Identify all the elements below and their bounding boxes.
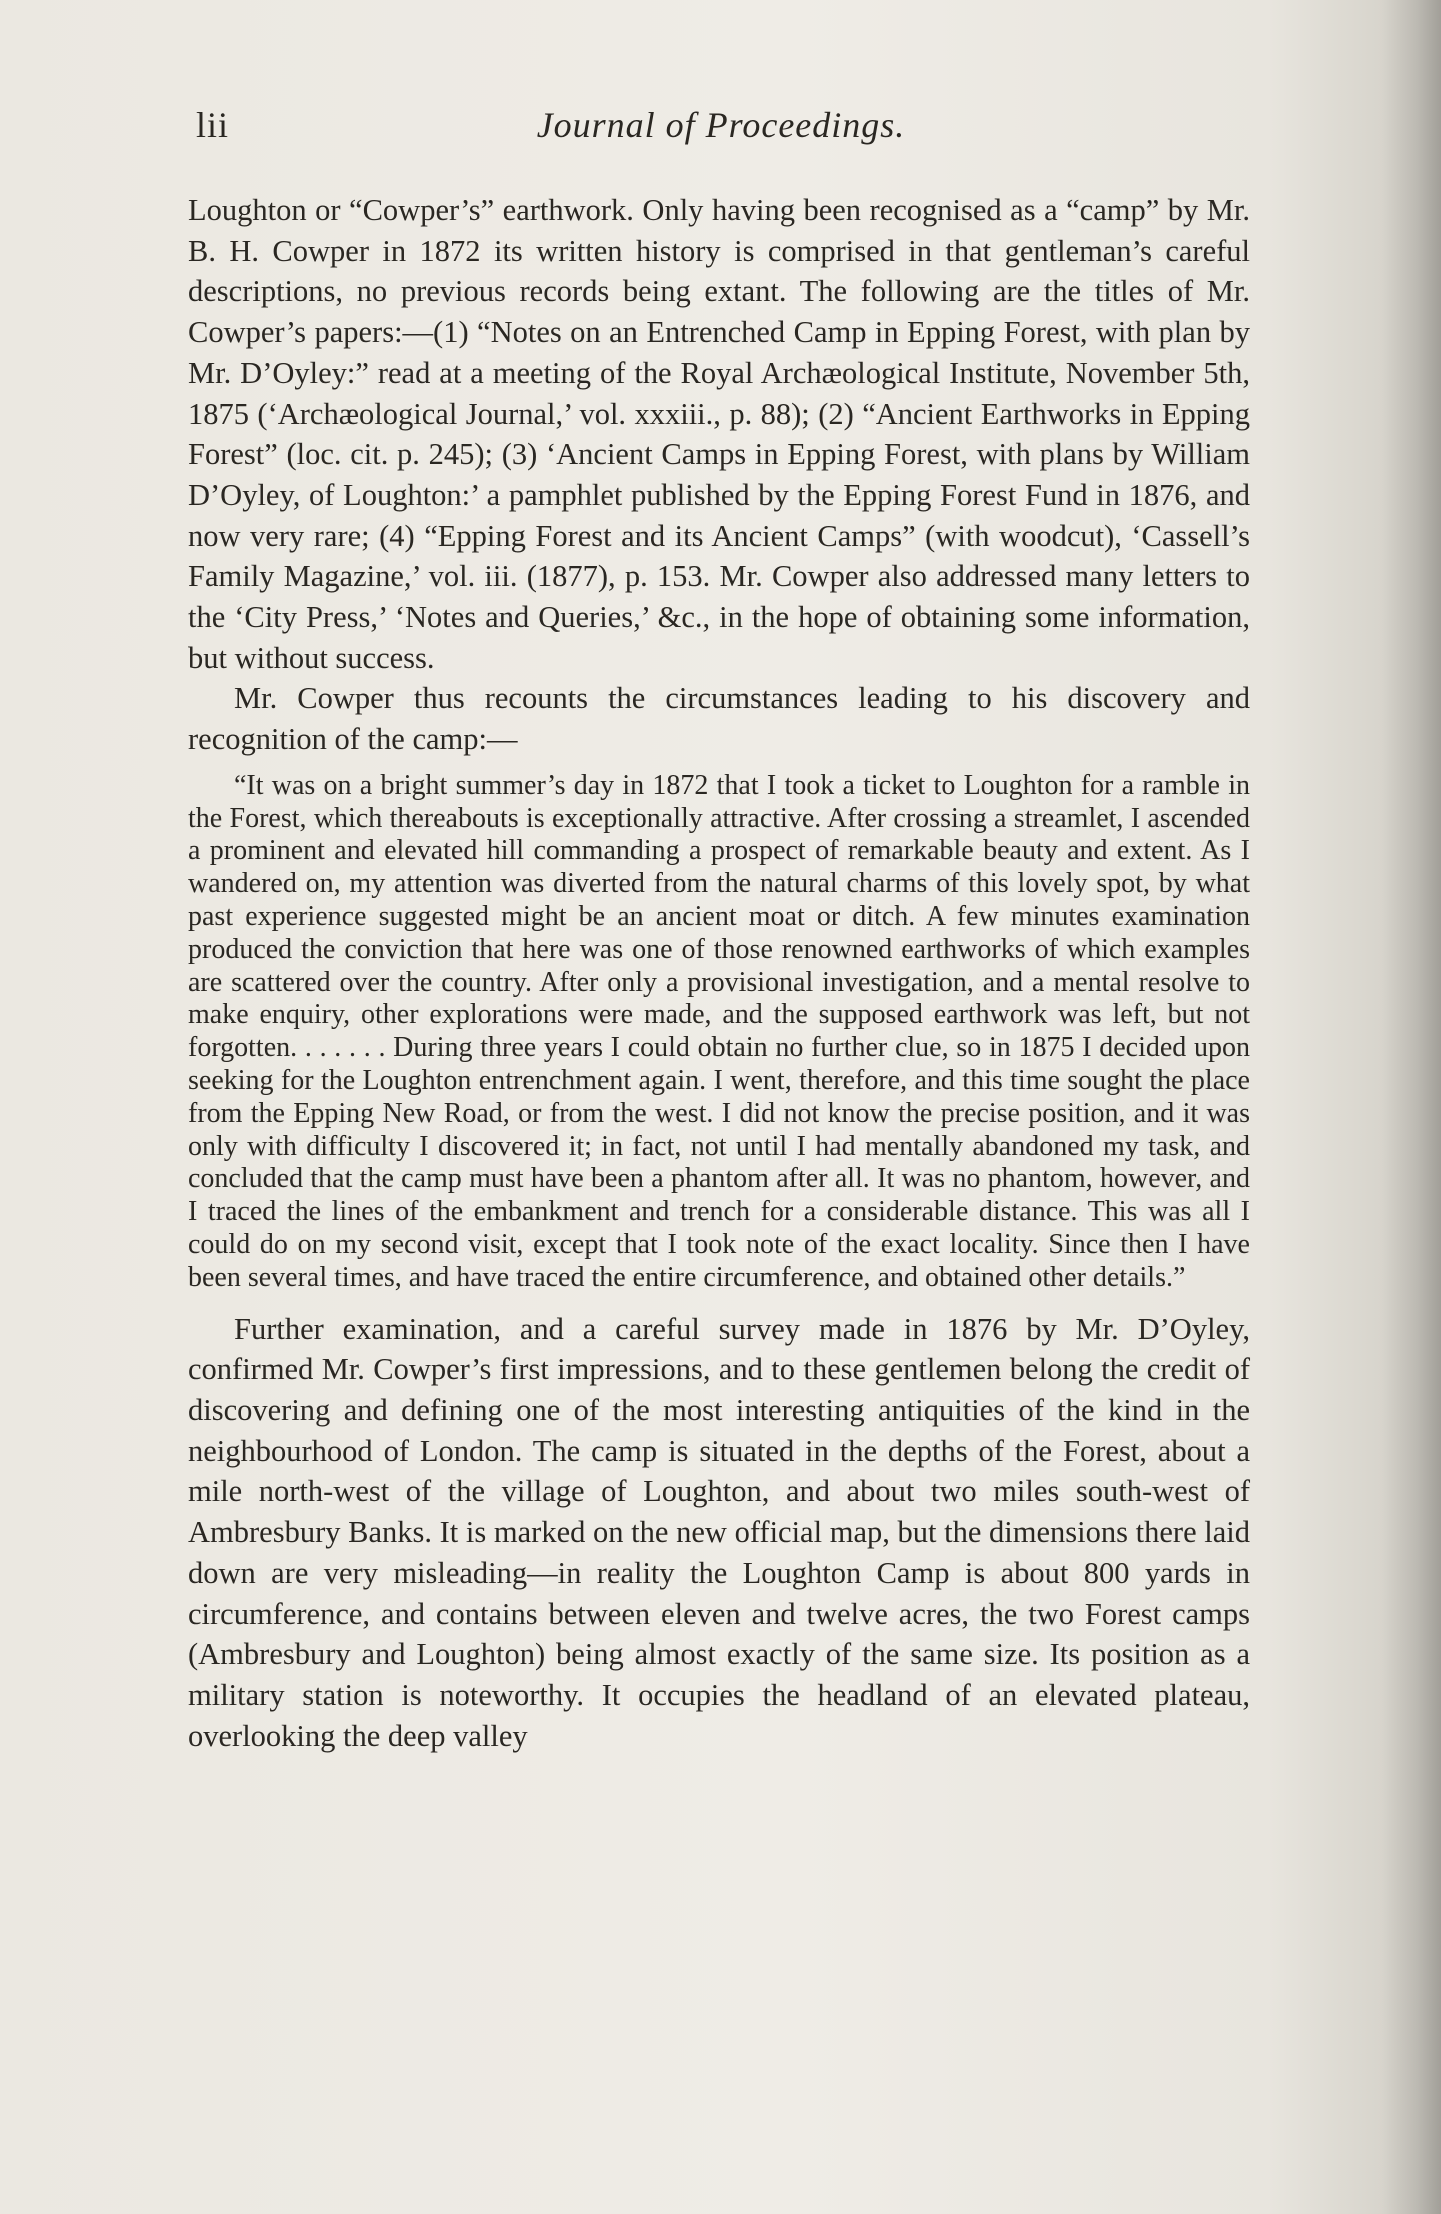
- page-edge-shadow: [1381, 0, 1441, 2214]
- paragraph-recounts: Mr. Cowper thus recounts the circumstances leading to his discovery and recognition of the camp:—: [188, 681, 1250, 757]
- page-number: lii: [196, 105, 230, 145]
- block-quote-cowper: “It was on a bright summer’s day in 1872 that I took a ticket to Loughton for a ramble in the Forest, which thereabouts is exceptionally attractive. After crossing a streamlet, I ascended a prominent and elevated hill commanding a prospect of remarkable beauty and extent. As I wandered on, my attention was diverted from the natural charms of this lovely spot, by what past experience suggested might be an ancient moat or ditch. A few minutes examination produced the conviction that here was one of those renowned earthworks of which examples are scattered over the country. After only a provisional investigation, and a mental resolve to make enquiry, other explorations were made, and the supposed earthwork was left, but not forgotten. . . . . . . During three years I could obtain no further clue, so in 1875 I decided upon seeking for the Loughton entrenchment again. I went, therefore, and this time sought the place from the Epping New Road, or from the west. I did not know the precise position, and it was only with difficulty I discovered it; in fact, not until I had mentally abandoned my task, and concluded that the camp must have been a phantom after all. It was no phantom, however, and I traced the lines of the embankment and trench for a considerable distance. This was all I could do on my second visit, except that I took note of the exact locality. Since then I have been several times, and have traced the entire circumference, and obtained other details.”: [188, 769, 1250, 1293]
- paragraph-further-examination: Further examination, and a careful survey made in 1876 by Mr. D’Oyley, confirmed Mr. Cowper’s first impressions, and to these gentlemen belong the credit of discovering and defining one of the most interesting antiquities of the kind in the neighbourhood of London. The camp is situated in the depths of the Forest, about a mile north-west of the village of Loughton, and about two miles south-west of Ambresbury Banks. It is marked on the new official map, but the dimensions there laid down are very misleading—in reality the Loughton Camp is about 800 yards in circumference, and contains between eleven and twelve acres, the two Forest camps (Ambresbury and Loughton) being almost exactly of the same size. Its position as a military station is noteworthy. It occupies the headland of an elevated plateau, overlooking the deep valley: [188, 1311, 1250, 1753]
- page-header: [196, 104, 1246, 164]
- paragraph-titles-of-papers: Loughton or “Cowper’s” earthwork. Only having been recognised as a “camp” by Mr. B. H. Cowper in 1872 its written history is comprised in that gentleman’s careful descriptions, no previous records being extant. The following are the titles of Mr. Cowper’s papers:—(1) “Notes on an Entrenched Camp in Epping Forest, with plan by Mr. D’Oyley:” read at a meeting of the Royal Archæological Institute, November 5th, 1875 (‘Archæological Journal,’ vol. xxxiii., p. 88); (2) “Ancient Earthworks in Epping Forest” (loc. cit. p. 245); (3) ‘Ancient Camps in Epping Forest, with plans by William D’Oyley, of Loughton:’ a pamphlet published by the Epping Forest Fund in 1876, and now very rare; (4) “Epping Forest and its Ancient Camps” (with woodcut), ‘Cassell’s Family Magazine,’ vol. iii. (1877), p. 153. Mr. Cowper also addressed many letters to the ‘City Press,’ ‘Notes and Queries,’ &c., in the hope of obtaining some information, but without success.: [188, 193, 1250, 675]
- page-body: [188, 190, 1250, 1756]
- running-title: Journal of Proceedings.: [536, 105, 906, 145]
